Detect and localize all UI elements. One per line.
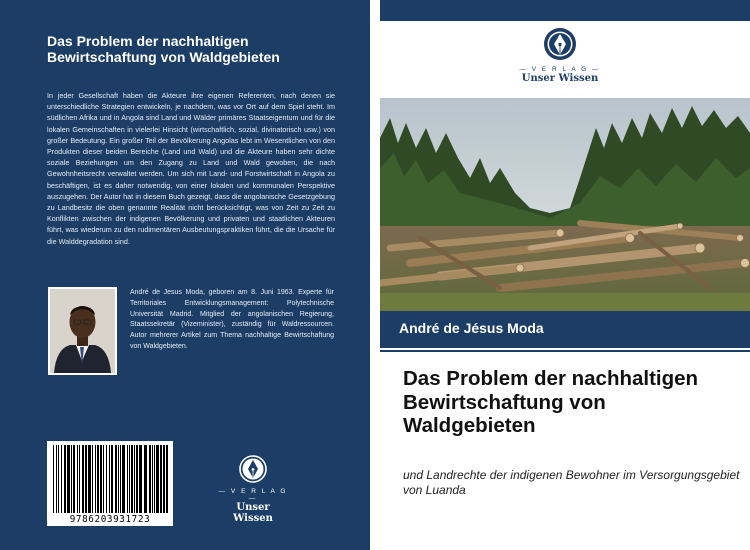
barcode-bar <box>88 445 91 513</box>
barcode-bar <box>58 445 59 513</box>
barcode-number: 9786203931723 <box>69 514 151 525</box>
barcode-bar <box>129 445 130 513</box>
back-publisher-name: Unser Wissen <box>233 502 273 524</box>
barcode-bar <box>134 445 135 513</box>
barcode-bar <box>64 445 66 513</box>
barcode-bar <box>77 445 78 513</box>
front-title: Das Problem der nachhaltigen Bewirtschaftung von Waldgebieten <box>403 367 699 437</box>
barcode-bar <box>53 445 54 513</box>
barcode-bar <box>122 445 125 513</box>
barcode-bar <box>166 445 168 513</box>
barcode-bar <box>149 445 151 513</box>
barcode-bar <box>118 445 119 513</box>
divider-rule <box>380 350 750 352</box>
front-cover <box>380 0 750 550</box>
barcode-bar <box>79 445 80 513</box>
barcode-bar <box>73 445 75 513</box>
barcode-bar <box>92 445 93 513</box>
barcode-bar <box>100 445 102 513</box>
back-cover-title: Das Problem der nachhaltigen Bewirtschaftung von Waldgebieten <box>47 33 280 65</box>
front-publisher-kicker: — V E R L A G — <box>519 66 601 73</box>
barcode-bar <box>136 445 138 513</box>
author-bar <box>380 311 750 348</box>
pen-nib-seal-icon <box>239 455 267 483</box>
author-portrait-drawing <box>50 289 115 373</box>
barcode-bar <box>97 445 99 513</box>
front-author: André de Jésus Moda <box>399 320 544 336</box>
front-publisher-logo <box>514 27 606 84</box>
back-publisher-kicker: — V E R L A G — <box>218 488 288 502</box>
barcode-bar <box>71 445 72 513</box>
spine <box>370 0 380 550</box>
barcode-bar <box>152 445 153 513</box>
barcode-bar <box>163 445 165 513</box>
author-bio: André de Jesus Moda, geboren am 8. Juni 1963. Experte für Territoriales Entwicklungsmanagement: Polytechnische Universität Madrid. Mitglied der angolanischen Regierung, Staatssekretär (Vizeminister), zuständig für Waldressourcen. Autor mehrerer Artikel zum Thema nachhaltige Bewirtschaftung von Waldgebieten. <box>130 289 334 350</box>
felled-forest-photo <box>380 98 750 311</box>
barcode-bar <box>61 445 62 513</box>
barcode-bar <box>95 445 96 513</box>
author-photo-frame <box>48 287 117 375</box>
front-publisher-name: Unser Wissen <box>521 73 599 84</box>
barcode-bars <box>47 443 173 515</box>
back-publisher-logo <box>215 455 291 524</box>
barcode-bar <box>106 445 107 513</box>
barcode-bar <box>127 445 128 513</box>
barcode-bar <box>154 445 155 513</box>
barcode-bar <box>56 445 57 513</box>
back-cover-blurb: In jeder Gesellschaft haben die Akteure ihre eigenen Referenten, nach denen sie unterschiedliche Strategien entwickeln, je nachdem, was vor Ort auf dem Spiel steht. Im südlichen Afrika und in Angola sind Land und Wälder primäres Staatseigentum und für die lokalen Gemeinschaften in vielerlei Hinsicht (wirtschaftlich, sozial, divinatorisch usw.) von großer Bedeutung. Ein großer Teil der Bevölkerung Angolas lebt im Wesentlichen von den Produkten dieser beiden Bereiche (Land und Wald) und die Akteure haben sehr dichte soziale Beziehungen um den Zugang zu Land und Wald gewoben, die nach Gewohnheitsrecht verwaltet werden. Um sich mit Land- und Forstwirtschaft in Angola zu beschäftigen, ist es daher notwendig, von einer lokalen und kommunalen Perspektive auszugehen. Der Autor hat in diesem Buch gezeigt, dass die angolanische Gesetzgebung zu Landbesitz die oben genannte Realität nicht berücksichtigt, was von Zeit zu Zeit zu Konflikten zwischen der indigenen Bevölkerung und privaten und staatlichen Akteuren führt, was wiederum zu den rudimentären Ausbeutungspraktiken führt, die die Ursache für die Walddegradation sind. <box>47 91 335 246</box>
barcode-bar <box>67 445 70 513</box>
barcode-bar <box>139 445 142 513</box>
barcode-bar <box>109 445 110 513</box>
barcode-bar <box>160 445 162 513</box>
front-top-bar <box>380 0 750 21</box>
barcode-bar <box>156 445 159 513</box>
barcode-bar <box>144 445 147 513</box>
barcode <box>47 441 173 526</box>
barcode-bar <box>131 445 133 513</box>
felled-forest-illustration <box>380 98 750 311</box>
barcode-bar <box>111 445 113 513</box>
author-portrait <box>50 289 115 373</box>
barcode-bar <box>85 445 87 513</box>
front-subtitle: und Landrechte der indigenen Bewohner im Versorgungsgebiet von Luanda <box>403 468 740 497</box>
barcode-bar <box>115 445 117 513</box>
back-cover <box>0 0 370 550</box>
barcode-bar <box>103 445 104 513</box>
pen-nib-seal-icon <box>543 27 577 61</box>
barcode-bar <box>120 445 121 513</box>
barcode-bar <box>82 445 84 513</box>
